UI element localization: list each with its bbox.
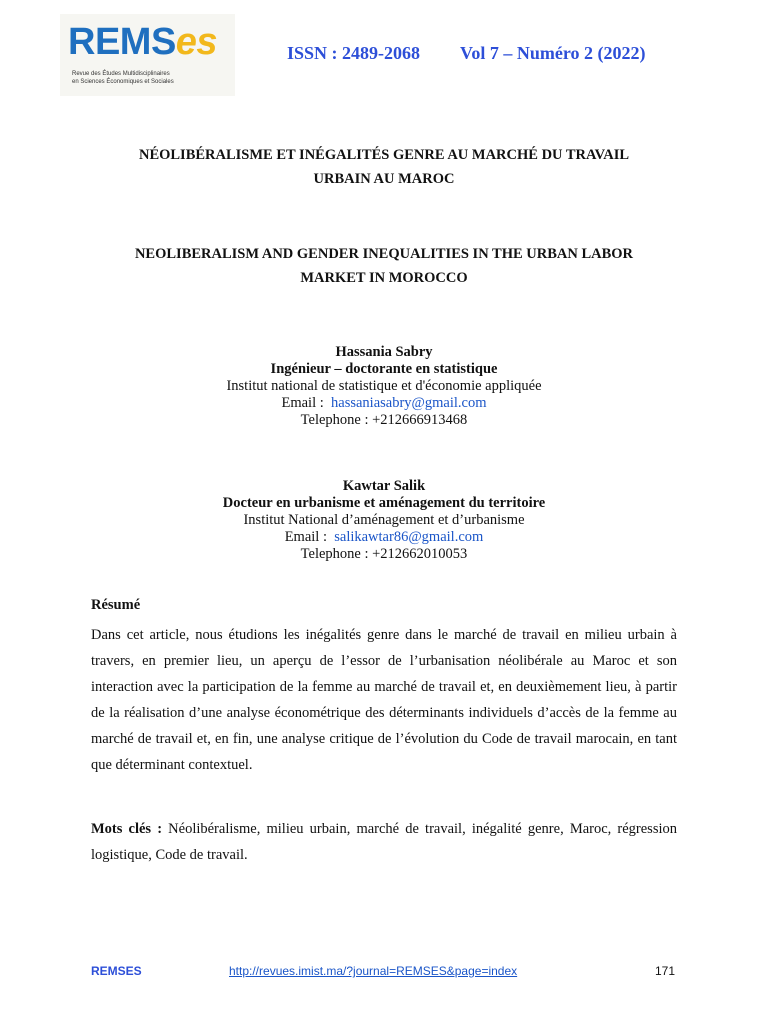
logo-word-es: es [175,21,218,63]
resume-text: Dans cet article, nous étudions les inégalités genre dans le marché de travail en milieu urbain à travers, en premier lieu, un aperçu de l’essor de l’urbanisation néolibérale au Maroc et son interaction avec la participation de la femme au marché de travail et, en deuxièmement lieu, à partir de la réalisation d’une analyse économétrique des déterminants individuels d’accès de la femme au marché de travail et, en fin, une analyse critique de l’évolution du Code de travail marocain, en tant que déterminant contextuel. [91,627,677,773]
logo-word-rems: REMS [68,21,176,63]
keywords-paragraph [91,816,677,868]
page-number: 171 [655,964,676,978]
title-french-line2: URBAIN AU MAROC [313,171,455,187]
issn-label: ISSN : 2489-2068 [287,43,421,63]
title-english-line1: NEOLIBERALISM AND GENDER INEQUALITIES IN THE URBAN LABOR [134,246,634,262]
keywords-label: Mots clés : [91,821,163,837]
email-label: Email : [284,529,327,545]
author-email-link[interactable]: hassaniasabry@gmail.com [331,395,487,411]
footer-journal-name: REMSES [91,964,142,978]
title-french-line1: NÉOLIBÉRALISME ET INÉGALITÉS GENRE AU MARCHÉ DU TRAVAIL [138,147,630,163]
author-block-1 [80,344,688,429]
logo-subtitle-line1: Revue des Études Multidisciplinaires [72,71,170,77]
author-institution: Institut National d’aménagement et d’urbanisme [243,512,525,528]
email-label: Email : [281,395,324,411]
author-phone: Telephone : +212666913468 [300,412,468,428]
author-name: Hassania Sabry [335,344,433,360]
title-english-line2: MARKET IN MOROCCO [300,270,468,286]
author-role: Ingénieur – doctorante en statistique [270,361,498,377]
title-english [80,242,688,290]
author-role: Docteur en urbanisme et aménagement du territoire [222,495,546,511]
author-block-2 [80,478,688,563]
author-phone: Telephone : +212662010053 [300,546,468,562]
logo-subtitle-line2: en Sciences Économiques et Sociales [72,79,174,85]
author-email-link[interactable]: salikawtar86@gmail.com [334,529,484,545]
author-name: Kawtar Salik [342,478,426,494]
resume-heading: Résumé [91,597,141,613]
logo-wordmark [68,20,217,64]
keywords-text: Néolibéralisme, milieu urbain, marché de travail, inégalité genre, Maroc, régression logistique, Code de travail. [91,821,677,863]
logo-subtitle [72,70,232,86]
author-email-line [80,395,688,412]
journal-logo [60,14,235,96]
volume-label: Vol 7 – Numéro 2 (2022) [460,43,646,63]
footer-url-link[interactable]: http://revues.imist.ma/?journal=REMSES&page=index [229,964,518,978]
author-email-line [80,529,688,546]
author-institution: Institut national de statistique et d'économie appliquée [226,378,542,394]
title-french [80,143,688,191]
